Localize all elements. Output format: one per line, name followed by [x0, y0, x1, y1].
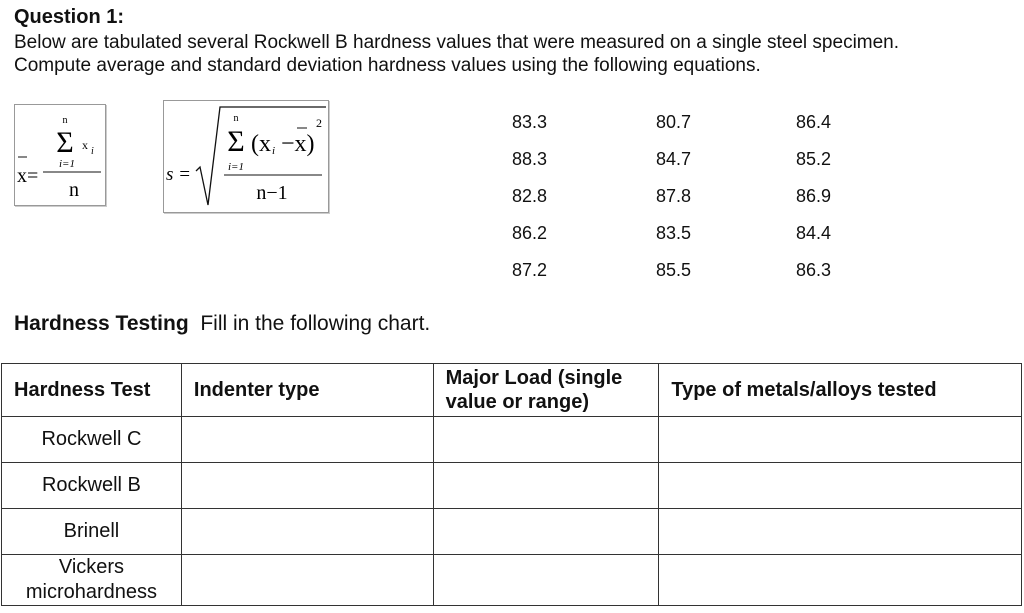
mean-term: x: [82, 138, 88, 152]
section-heading: [14, 312, 430, 336]
answer-cell[interactable]: [659, 417, 1022, 463]
table-row: [2, 417, 1022, 463]
stdev-formula: [163, 100, 329, 213]
value-cell: 87.8: [656, 186, 692, 206]
row-label: Rockwell B: [2, 463, 182, 509]
mean-formula-graphic: [15, 105, 105, 205]
mean-formula: [14, 104, 106, 206]
answer-cell[interactable]: [659, 509, 1022, 555]
answer-cell[interactable]: [433, 417, 659, 463]
section-title: Hardness Testing: [14, 312, 189, 335]
answer-cell[interactable]: [433, 509, 659, 555]
value-cell: 85.5: [656, 260, 692, 280]
value-cell: 86.2: [512, 223, 548, 243]
stdev-lhs: s =: [166, 164, 191, 185]
answer-cell[interactable]: [433, 555, 659, 606]
answer-cell[interactable]: [181, 555, 433, 606]
question-title: Question 1:: [14, 6, 125, 28]
answer-cell[interactable]: [181, 509, 433, 555]
mean-denominator: n: [69, 179, 79, 201]
stdev-sum-top: n: [233, 113, 239, 124]
question-line-1: Below are tabulated several Rockwell B hardness values that were measured on a single steel specimen.: [14, 32, 900, 53]
header-indenter-type: Indenter type: [181, 364, 433, 417]
value-cell: 86.4: [796, 112, 832, 132]
table-row: [2, 555, 1022, 606]
answer-cell[interactable]: [181, 417, 433, 463]
table-row: [2, 463, 1022, 509]
stdev-sum-bottom: i=1: [228, 161, 244, 173]
stdev-term: (x: [251, 131, 271, 157]
answer-cell[interactable]: [433, 463, 659, 509]
row-label: Brinell: [2, 509, 182, 555]
header-major-load: Major Load (single value or range): [433, 364, 659, 417]
value-cell: 86.9: [796, 186, 832, 206]
stdev-denominator: n−1: [256, 182, 288, 204]
mean-term-sub: i: [91, 146, 94, 157]
stdev-formula-graphic: [164, 101, 328, 212]
mean-lhs: x=: [17, 165, 39, 187]
hardness-chart: [1, 363, 1022, 606]
value-cell: 87.2: [512, 260, 548, 280]
header-hardness-test: Hardness Test: [2, 364, 182, 417]
row-label: Vickers microhardness: [2, 555, 182, 606]
svg-text:Σ: Σ: [56, 126, 74, 159]
value-cell: 84.4: [796, 223, 832, 243]
value-cell: 88.3: [512, 149, 548, 169]
value-cell: 82.8: [512, 186, 548, 206]
value-cell: 84.7: [656, 149, 692, 169]
value-cell: 83.3: [512, 112, 548, 132]
question-text: [14, 31, 1019, 77]
answer-cell[interactable]: [659, 463, 1022, 509]
section-instruction: Fill in the following chart.: [200, 312, 431, 335]
row-label: Rockwell C: [2, 417, 182, 463]
stdev-power: 2: [316, 116, 322, 130]
answer-cell[interactable]: [659, 555, 1022, 606]
stdev-term-sub: i: [272, 145, 276, 157]
stdev-term-rest: −x): [281, 131, 315, 157]
value-cell: 85.2: [796, 149, 832, 169]
header-metals-tested: Type of metals/alloys tested: [659, 364, 1022, 417]
value-cell: 83.5: [656, 223, 692, 243]
table-header-row: [2, 364, 1022, 417]
svg-text:Σ: Σ: [227, 125, 245, 158]
mean-sum-top: n: [62, 115, 68, 126]
value-cell: 80.7: [656, 112, 692, 132]
answer-cell[interactable]: [181, 463, 433, 509]
question-line-2: Compute average and standard deviation hardness values using the following equations.: [14, 55, 761, 76]
mean-sum-bottom: i=1: [59, 158, 75, 170]
table-row: [2, 509, 1022, 555]
value-cell: 86.3: [796, 260, 832, 280]
